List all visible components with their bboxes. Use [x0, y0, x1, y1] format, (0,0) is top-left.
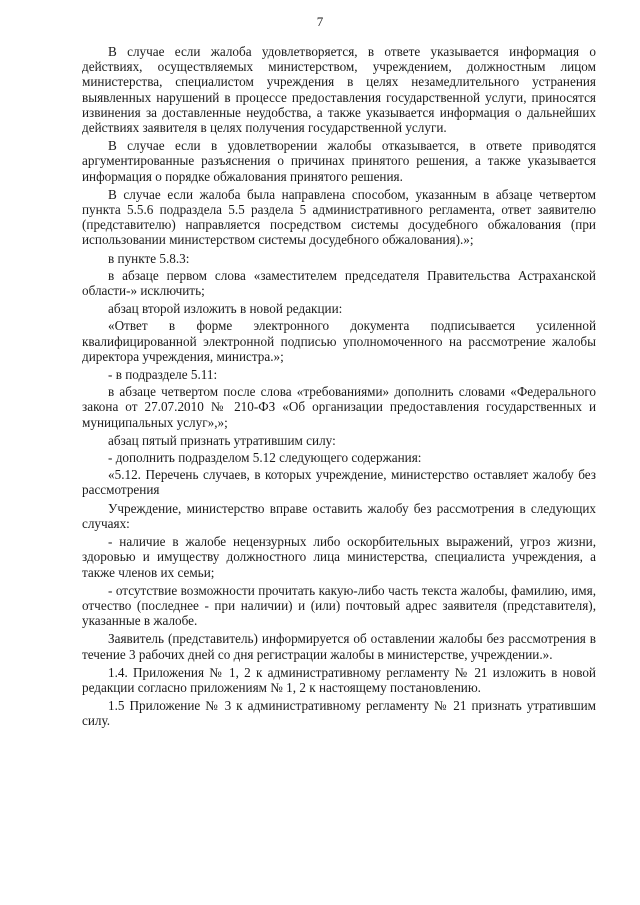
paragraph-5-12-title: «5.12. Перечень случаев, в которых учреждение, министерство оставляет жалобу без рассмотрения	[82, 467, 596, 498]
paragraph-may-leave: Учреждение, министерство вправе оставить жалобу без рассмотрения в следующих случаях:	[82, 500, 596, 531]
paragraph-case-unreadable: - отсутствие возможности прочитать какую-либо часть текста жалобы, фамилию, имя, отчество (последнее - при наличии) и (или) почтовый адрес заявителя (представителя), указанные в жалобе.	[82, 582, 596, 629]
paragraph-complaint-refused: В случае если в удовлетворении жалобы отказывается, в ответе приводятся аргументированные разъяснения о причинах принятого решения, а также указывается информация о порядке обжалования принятого решения.	[82, 138, 596, 184]
paragraph-first-abstract: в абзаце первом слова «заместителем председателя Правительства Астраханской области-» исключить;	[82, 267, 596, 299]
paragraph-point-5-8-3: в пункте 5.8.3:	[108, 250, 190, 266]
paragraph-add-5-12: - дополнить подразделом 5.12 следующего содержания:	[108, 450, 422, 466]
paragraph-fifth-abstract: абзац пятый признать утратившим силу:	[108, 432, 336, 448]
paragraph-case-obscene: - наличие в жалобе нецензурных либо оскорбительных выражений, угроз жизни, здоровью и имуществу должностного лица министерства, специалиста учреждения, а также членов их семьи;	[82, 534, 596, 580]
document-body	[82, 44, 596, 732]
paragraph-subsection-5-11: - в подразделе 5.11:	[108, 367, 218, 383]
paragraph-pretrial-system: В случае если жалоба была направлена способом, указанным в абзаце четвертом пункта 5.5.6 подраздела 5.5 раздела 5 административного регламента, ответ заявителю (представителю) направляется посредством системы досудебного обжалования (при использовании министерством системы досудебного обжалования).»;	[82, 186, 596, 248]
paragraph-informing: Заявитель (представитель) информируется об оставлении жалобы без рассмотрения в течение 3 рабочих дней со дня регистрации жалобы в министерстве, учреждении.».	[82, 631, 596, 662]
paragraph-federal-law: в абзаце четвертом после слова «требованиями» дополнить словами «Федерального закона от 27.07.2010 № 210-ФЗ «Об организации предоставления государственных и муниципальных услуг»,»;	[82, 384, 596, 430]
paragraph-1-4: 1.4. Приложения № 1, 2 к административному регламенту № 21 изложить в новой редакции согласно приложениям № 1, 2 к настоящему постановлению.	[82, 664, 596, 695]
paragraph-electronic-answer: «Ответ в форме электронного документа подписывается усиленной квалифицированной электронной подписью уполномоченного на рассмотрение жалобы директора учреждения, министра.»;	[82, 318, 596, 364]
paragraph-1-5: 1.5 Приложение № 3 к административному регламенту № 21 признать утратившим силу.	[82, 698, 596, 729]
paragraph-second-abstract-heading: абзац второй изложить в новой редакции:	[108, 301, 343, 317]
paragraph-complaint-satisfied: В случае если жалоба удовлетворяется, в ответе указывается информация о действиях, осуществляемых министерством, учреждением, должностным лицом министерства, специалистом учреждения в целях незамедлительного устранения выявленных нарушений в процессе предоставления государственной услуги, приносятся извинения за доставленные неудобства, а также указывается информация о дальнейших действиях заявителя в целях получения государственной услуги.	[82, 44, 596, 136]
page-number: 7	[316, 14, 324, 29]
